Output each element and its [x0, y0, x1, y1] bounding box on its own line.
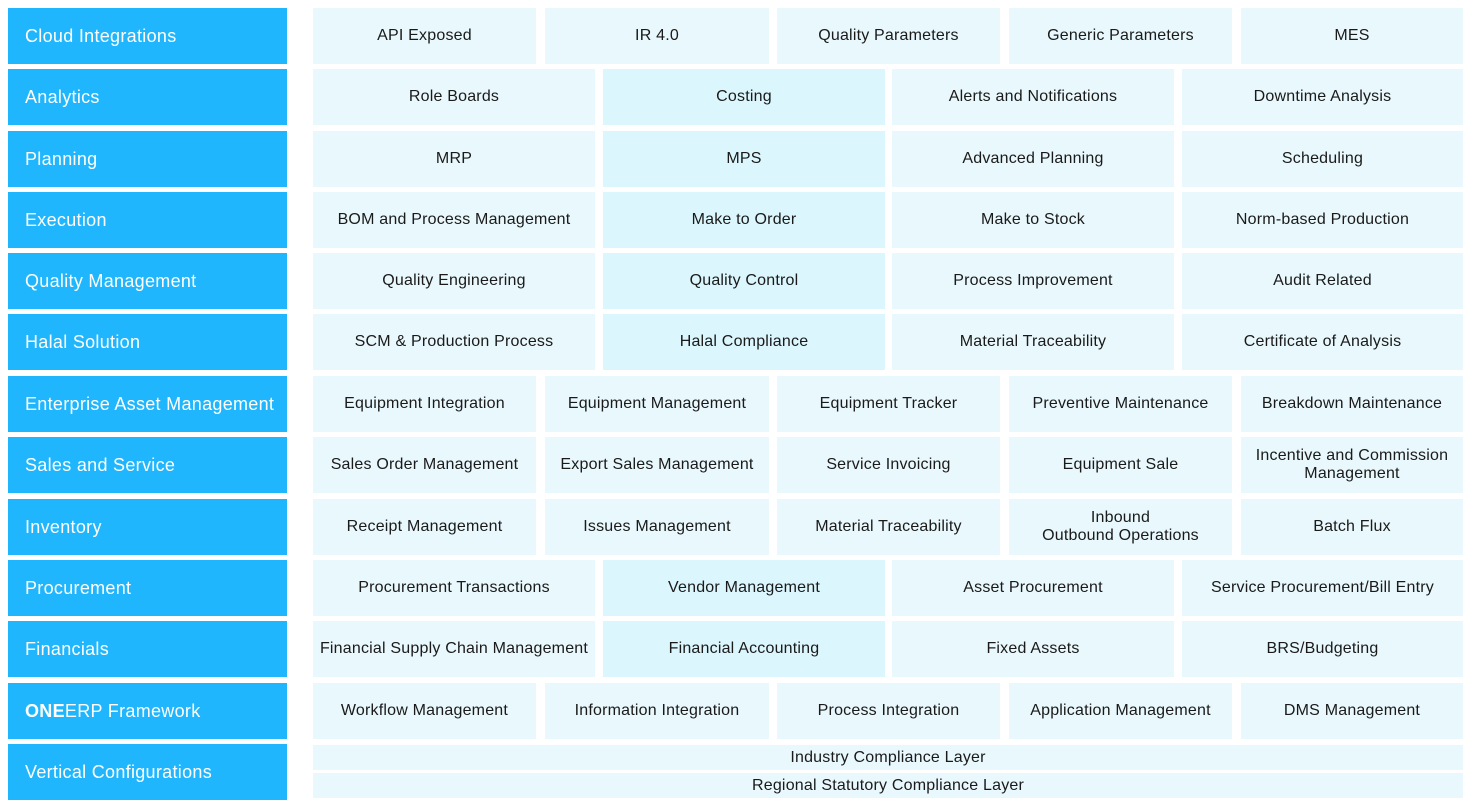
module-halal-compliance: Halal Compliance — [603, 314, 885, 370]
module-quality-control: Quality Control — [603, 253, 885, 309]
module-receipt-management: Receipt Management — [313, 499, 536, 555]
category-label: Analytics — [25, 86, 100, 107]
module-information-integration: Information Integration — [545, 683, 769, 739]
category-label: Quality Management — [25, 270, 197, 291]
module-quality-parameters: Quality Parameters — [777, 8, 1000, 64]
module-make-to-stock: Make to Stock — [892, 192, 1174, 248]
module-batch-flux: Batch Flux — [1241, 499, 1463, 555]
module-material-traceability: Material Traceability — [892, 314, 1174, 370]
module-costing: Costing — [603, 69, 885, 125]
module-ir-4-0: IR 4.0 — [545, 8, 769, 64]
module-certificate-of-analysis: Certificate of Analysis — [1182, 314, 1463, 370]
category-label: Planning — [25, 148, 98, 169]
module-procurement-transactions: Procurement Transactions — [313, 560, 595, 616]
category-label: Financials — [25, 638, 110, 659]
module-equipment-management: Equipment Management — [545, 376, 769, 432]
module-breakdown-maintenance: Breakdown Maintenance — [1241, 376, 1463, 432]
module-dms-management: DMS Management — [1241, 683, 1463, 739]
module-incentive-and-commission-management: Incentive and Commission Management — [1241, 437, 1463, 493]
module-process-improvement: Process Improvement — [892, 253, 1174, 309]
module-inbound-outbound-operations: Inbound Outbound Operations — [1009, 499, 1232, 555]
module-generic-parameters: Generic Parameters — [1009, 8, 1232, 64]
category-enterprise-asset-management — [8, 376, 287, 432]
module-mes: MES — [1241, 8, 1463, 64]
module-norm-based-production: Norm-based Production — [1182, 192, 1463, 248]
module-financial-accounting: Financial Accounting — [603, 621, 885, 677]
module-audit-related: Audit Related — [1182, 253, 1463, 309]
category-financials — [8, 621, 287, 677]
category-label: Cloud Integrations — [25, 25, 177, 46]
category-planning — [8, 131, 287, 187]
module-scheduling: Scheduling — [1182, 131, 1463, 187]
module-make-to-order: Make to Order — [603, 192, 885, 248]
module-downtime-analysis: Downtime Analysis — [1182, 69, 1463, 125]
module-alerts-and-notifications: Alerts and Notifications — [892, 69, 1174, 125]
category-label-bold: ONE — [25, 700, 65, 721]
category-label: ERP Framework — [64, 700, 201, 721]
category-quality-management — [8, 253, 287, 309]
module-preventive-maintenance: Preventive Maintenance — [1009, 376, 1232, 432]
category-cloud-integrations — [8, 8, 287, 64]
category-oneerp-framework — [8, 683, 287, 739]
module-export-sales-management: Export Sales Management — [545, 437, 769, 493]
category-label: Vertical Configurations — [25, 761, 212, 782]
module-application-management: Application Management — [1009, 683, 1232, 739]
category-label: Sales and Service — [25, 454, 176, 475]
module-scm-production-process: SCM & Production Process — [313, 314, 595, 370]
category-execution — [8, 192, 287, 248]
category-label: Inventory — [25, 516, 102, 537]
module-asset-procurement: Asset Procurement — [892, 560, 1174, 616]
module-equipment-tracker: Equipment Tracker — [777, 376, 1000, 432]
category-inventory — [8, 499, 287, 555]
module-industry-compliance-layer: Industry Compliance Layer — [313, 745, 1463, 770]
module-equipment-sale: Equipment Sale — [1009, 437, 1232, 493]
module-role-boards: Role Boards — [313, 69, 595, 125]
module-financial-supply-chain-management: Financial Supply Chain Management — [313, 621, 595, 677]
module-quality-engineering: Quality Engineering — [313, 253, 595, 309]
category-analytics — [8, 69, 287, 125]
category-halal-solution — [8, 314, 287, 370]
module-mrp: MRP — [313, 131, 595, 187]
module-equipment-integration: Equipment Integration — [313, 376, 536, 432]
category-sales-and-service — [8, 437, 287, 493]
module-brs-budgeting: BRS/Budgeting — [1182, 621, 1463, 677]
module-regional-statutory-compliance-layer: Regional Statutory Compliance Layer — [313, 773, 1463, 798]
module-bom-and-process-management: BOM and Process Management — [313, 192, 595, 248]
module-service-procurement-bill-entry: Service Procurement/Bill Entry — [1182, 560, 1463, 616]
module-service-invoicing: Service Invoicing — [777, 437, 1000, 493]
module-advanced-planning: Advanced Planning — [892, 131, 1174, 187]
module-fixed-assets: Fixed Assets — [892, 621, 1174, 677]
category-procurement — [8, 560, 287, 616]
module-material-traceability: Material Traceability — [777, 499, 1000, 555]
module-sales-order-management: Sales Order Management — [313, 437, 536, 493]
module-process-integration: Process Integration — [777, 683, 1000, 739]
module-vendor-management: Vendor Management — [603, 560, 885, 616]
category-label: Procurement — [25, 577, 132, 598]
category-label: Enterprise Asset Management — [25, 393, 275, 414]
category-vertical-configurations — [8, 744, 287, 800]
category-label: Halal Solution — [25, 331, 141, 352]
module-mps: MPS — [603, 131, 885, 187]
module-workflow-management: Workflow Management — [313, 683, 536, 739]
category-label: Execution — [25, 209, 107, 230]
module-issues-management: Issues Management — [545, 499, 769, 555]
module-api-exposed: API Exposed — [313, 8, 536, 64]
